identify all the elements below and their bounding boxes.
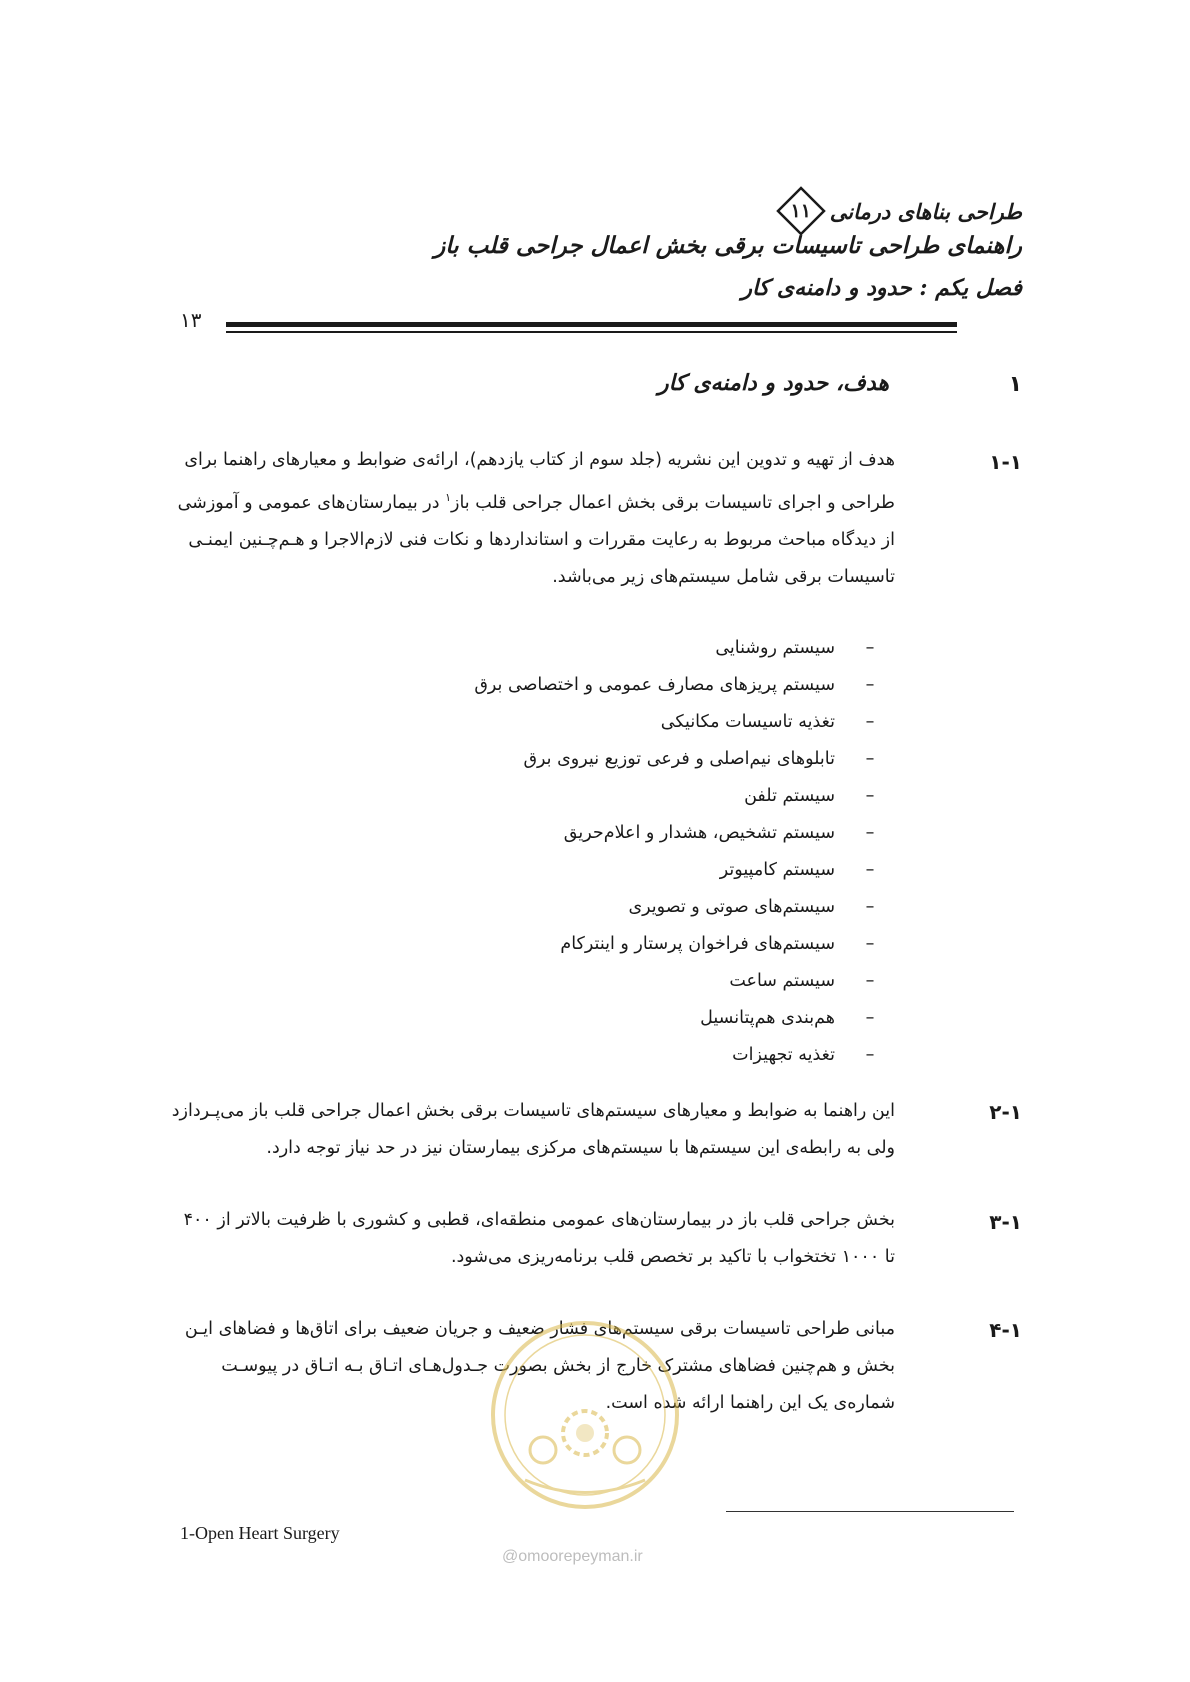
book-title: راهنمای طراحی تاسیسات برقی بخش اعمال جراحی قلب باز — [434, 232, 1022, 259]
series-title: طراحی بناهای درمانی — [829, 198, 1022, 224]
list-item-text: سیستم‌های صوتی و تصویری — [628, 897, 835, 917]
paragraph-2-1 — [171, 1093, 895, 1167]
paragraph-line-text: طراحی و اجرای تاسیسات برقی بخش اعمال جراحی قلب باز — [451, 492, 895, 513]
paragraph-line: شماره‌ی یک این راهنما ارائه شده است. — [605, 1393, 895, 1413]
paragraph-line: بخش و هم‌چنین فضاهای مشترک خارج از بخش بصورت جـدول‌هـای اتـاق بـه اتـاق در پیوسـت — [221, 1356, 895, 1376]
list-dash: – — [865, 712, 875, 732]
list-dash: – — [865, 638, 875, 658]
series-title-line — [776, 186, 1022, 236]
chapter-title: فصل یکم : حدود و دامنه‌ی کار — [741, 275, 1022, 301]
list-item — [474, 1037, 875, 1074]
list-dash: – — [865, 1045, 875, 1065]
paragraph-line: بخش جراحی قلب باز در بیمارستان‌های عمومی منطقه‌ای، قطبی و کشوری با ظرفیت بالاتر از ۴۰۰ — [183, 1210, 895, 1230]
list-dash: – — [865, 786, 875, 806]
series-number: ۱۱ — [790, 200, 811, 222]
section-title: هدف، حدود و دامنه‌ی کار — [657, 370, 889, 396]
watermark-text: @omoorepeyman.ir — [502, 1548, 643, 1565]
paragraph-line — [175, 479, 895, 522]
list-dash: – — [865, 971, 875, 991]
list-item-text: سیستم ساعت — [729, 971, 835, 991]
paragraph-number: ۲-۱ — [989, 1100, 1022, 1124]
list-item — [474, 815, 875, 852]
watermark-logo — [485, 1315, 685, 1515]
series-number-badge — [776, 186, 826, 236]
section-number: ۱ — [1008, 372, 1022, 397]
list-dash: – — [865, 897, 875, 917]
list-item — [474, 926, 875, 963]
list-item-text: تغذیه تاسیسات مکانیکی — [660, 712, 835, 732]
paragraph-line: مبانی طراحی تاسیسات برقی سیستم‌های فشار ضعیف و جریان ضعیف برای اتاق‌ها و فضاهای ایـن — [184, 1319, 895, 1339]
list-item — [474, 667, 875, 704]
systems-list — [474, 630, 875, 1074]
paragraph-line: این راهنما به ضوابط و معیارهای سیستم‌های تاسیسات برقی بخش اعمال جراحی قلب باز می‌پـردازد — [171, 1101, 895, 1121]
paragraph-3-1 — [175, 1202, 895, 1276]
paragraph-line: هدف از تهیه و تدوین این نشریه (جلد سوم از کتاب یازدهم)، ارائه‌ی ضوابط و معیارهای راهنما برای — [184, 450, 895, 470]
list-dash: – — [865, 1008, 875, 1028]
paragraph-line: تاسیسات برقی شامل سیستم‌های زیر می‌باشد. — [552, 566, 895, 587]
paragraph-line: تا ۱۰۰۰ تختخواب با تاکید بر تخصص قلب برنامه‌ریزی می‌شود. — [450, 1247, 895, 1267]
list-item-text: هم‌بندی هم‌پتانسیل — [700, 1008, 835, 1028]
list-item-text: سیستم تشخیص، هشدار و اعلام‌حریق — [563, 823, 835, 843]
footnote-text: 1-Open Heart Surgery — [180, 1523, 340, 1543]
list-item-text: تغذیه تجهیزات — [732, 1045, 835, 1065]
list-item — [474, 889, 875, 926]
list-item-text: تابلوهای نیم‌اصلی و فرعی توزیع نیروی برق — [523, 749, 835, 769]
footnote-rule — [726, 1511, 1014, 1512]
list-dash: – — [865, 934, 875, 954]
list-dash: – — [865, 860, 875, 880]
list-item — [474, 741, 875, 778]
list-item-text: سیستم کامپیوتر — [719, 860, 835, 880]
list-item — [474, 778, 875, 815]
header-rule-thick — [226, 322, 957, 327]
list-item-text: سیستم روشنایی — [715, 638, 835, 658]
list-item-text: سیستم پریزهای مصارف عمومی و اختصاصی برق — [474, 675, 835, 695]
list-item — [474, 1000, 875, 1037]
list-item-text: سیستم‌های فراخوان پرستار و اینترکام — [560, 934, 835, 954]
list-dash: – — [865, 749, 875, 769]
page-number: ۱۳ — [180, 308, 202, 332]
paragraph-number: ۱-۱ — [989, 450, 1022, 474]
list-item — [474, 963, 875, 1000]
paragraph-line: ولی به رابطه‌ی این سیستم‌ها با سیستم‌های مرکزی بیمارستان نیز در حد نیاز توجه دارد. — [266, 1138, 895, 1158]
list-item — [474, 704, 875, 741]
paragraph-line: از دیدگاه مباحث مربوط به رعایت مقررات و استانداردها و نکات فنی لازم‌الاجرا و هـم‌چـنین ایمنـی — [188, 529, 895, 550]
paragraph-1-1 — [175, 442, 895, 596]
footnote-marker: ۱ — [445, 491, 451, 504]
paragraph-number: ۴-۱ — [989, 1318, 1022, 1342]
list-item — [474, 630, 875, 667]
paragraph-number: ۳-۱ — [989, 1210, 1022, 1234]
list-item — [474, 852, 875, 889]
list-item-text: سیستم تلفن — [744, 786, 835, 806]
list-dash: – — [865, 823, 875, 843]
paragraph-line-tail: در بیمارستان‌های عمومی و آموزشی — [177, 492, 440, 513]
list-dash: – — [865, 675, 875, 695]
header-rule-thin — [226, 331, 957, 333]
